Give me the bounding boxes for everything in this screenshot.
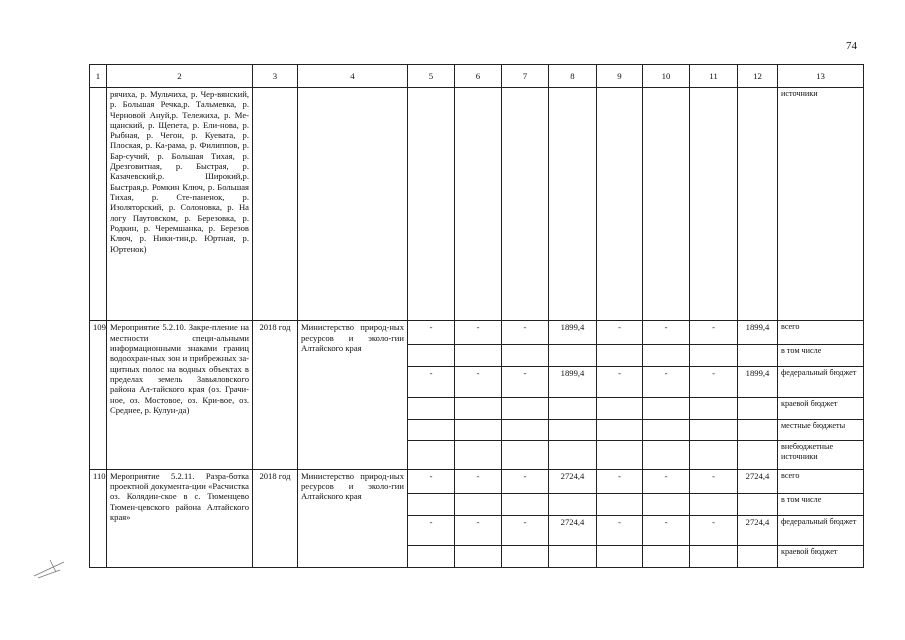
value-cell xyxy=(502,441,549,469)
cell xyxy=(90,87,107,320)
executor-cell: Министерство природ-ных ресурсов и эколо-гии Алтайского края xyxy=(298,321,408,469)
cell xyxy=(690,87,738,320)
header-cell: 1 xyxy=(90,65,107,88)
value-cell xyxy=(643,345,690,367)
value-cell xyxy=(690,345,738,367)
value-cell xyxy=(738,345,778,367)
cell xyxy=(502,87,549,320)
value-cell xyxy=(643,397,690,419)
row-number-cell: 109 xyxy=(90,321,107,469)
value-cell: - xyxy=(455,367,502,398)
value-cell xyxy=(690,397,738,419)
value-cell: - xyxy=(690,515,738,546)
value-cell xyxy=(455,345,502,367)
value-cell xyxy=(455,419,502,441)
value-cell xyxy=(738,419,778,441)
value-cell xyxy=(408,397,455,419)
budget-table xyxy=(89,64,864,568)
value-cell xyxy=(690,419,738,441)
value-cell: 1899,4 xyxy=(549,321,597,345)
value-cell: 2724,4 xyxy=(549,515,597,546)
source-cell: источники xyxy=(778,87,864,320)
funding-source-cell: в том числе xyxy=(778,493,864,515)
value-cell: - xyxy=(690,321,738,345)
funding-source-cell: всего xyxy=(778,469,864,493)
value-cell xyxy=(408,419,455,441)
value-cell xyxy=(597,441,643,469)
value-cell: 2724,4 xyxy=(738,515,778,546)
value-cell: - xyxy=(408,469,455,493)
value-cell xyxy=(455,493,502,515)
value-cell xyxy=(549,441,597,469)
value-cell xyxy=(502,546,549,568)
executor-cell: Министерство природ-ных ресурсов и эколо-гии Алтайского края xyxy=(298,469,408,567)
header-cell: 6 xyxy=(455,65,502,88)
cell xyxy=(549,87,597,320)
value-cell: - xyxy=(502,367,549,398)
value-cell: - xyxy=(408,515,455,546)
header-cell: 12 xyxy=(738,65,778,88)
value-cell xyxy=(549,419,597,441)
handwritten-mark xyxy=(30,552,70,582)
value-cell: - xyxy=(408,367,455,398)
value-cell xyxy=(408,345,455,367)
funding-source-cell: краевой бюджет xyxy=(778,546,864,568)
value-cell xyxy=(690,546,738,568)
header-cell: 8 xyxy=(549,65,597,88)
value-cell xyxy=(643,493,690,515)
activity-name-cell: Мероприятие 5.2.11. Разра-ботка проектной документа-ции «Расчистка оз. Колядин-ское в с. Тюменцево Тюмен-цевского района Алтайского края» xyxy=(107,469,253,567)
year-cell: 2018 год xyxy=(253,469,298,567)
value-cell: - xyxy=(455,321,502,345)
value-cell xyxy=(455,546,502,568)
header-cell: 2 xyxy=(107,65,253,88)
value-cell: - xyxy=(643,367,690,398)
value-cell xyxy=(643,546,690,568)
activity-name-cell: Мероприятие 5.2.10. Закре-пление на местности специ-альными информационными знаками границ водоохран-ных зон и прибрежных за-щитных полос на водных объектах в пределах земель Завьяловского района Ал-тайского края (оз. Грачи-ное, оз. Мостовое, оз. Кри-вое, оз. Среднее, р. Кулун-да) xyxy=(107,321,253,469)
header-cell: 5 xyxy=(408,65,455,88)
value-cell xyxy=(738,441,778,469)
page-number: 74 xyxy=(846,40,857,52)
value-cell xyxy=(690,441,738,469)
value-cell: - xyxy=(690,367,738,398)
cell xyxy=(253,87,298,320)
value-cell: 1899,4 xyxy=(549,367,597,398)
value-cell xyxy=(597,345,643,367)
header-cell: 9 xyxy=(597,65,643,88)
value-cell xyxy=(549,345,597,367)
value-cell: - xyxy=(597,469,643,493)
value-cell: - xyxy=(597,515,643,546)
value-cell: 1899,4 xyxy=(738,321,778,345)
value-cell xyxy=(738,397,778,419)
value-cell: - xyxy=(690,469,738,493)
value-cell xyxy=(502,419,549,441)
value-cell xyxy=(597,493,643,515)
value-cell: 1899,4 xyxy=(738,367,778,398)
funding-source-cell: федеральный бюджет xyxy=(778,515,864,546)
value-cell xyxy=(643,441,690,469)
value-cell xyxy=(455,441,502,469)
value-cell xyxy=(597,419,643,441)
header-cell: 11 xyxy=(690,65,738,88)
value-cell xyxy=(690,493,738,515)
cell xyxy=(298,87,408,320)
table-row xyxy=(90,469,864,493)
value-cell xyxy=(738,493,778,515)
table-row xyxy=(90,321,864,345)
funding-source-cell: краевой бюджет xyxy=(778,397,864,419)
header-cell: 4 xyxy=(298,65,408,88)
value-cell: - xyxy=(643,515,690,546)
value-cell: - xyxy=(455,469,502,493)
header-cell: 7 xyxy=(502,65,549,88)
row-number-cell: 110 xyxy=(90,469,107,567)
value-cell: - xyxy=(597,367,643,398)
value-cell xyxy=(549,546,597,568)
value-cell: 2724,4 xyxy=(738,469,778,493)
funding-source-cell: всего xyxy=(778,321,864,345)
header-cell: 13 xyxy=(778,65,864,88)
funding-source-cell: в том числе xyxy=(778,345,864,367)
value-cell xyxy=(408,441,455,469)
year-cell: 2018 год xyxy=(253,321,298,469)
cell xyxy=(643,87,690,320)
value-cell xyxy=(597,546,643,568)
value-cell: - xyxy=(643,321,690,345)
cell xyxy=(597,87,643,320)
continuation-row xyxy=(90,87,864,320)
value-cell xyxy=(549,397,597,419)
river-list-cell: рячиха, р. Мульчиха, р. Чер-вянский, р. Большая Речка,р. Тальмевка, р. Черновой Ануй,р. Тележиха, р. Ме-щанский, р. Щепета, р. Ели-нова, р. Рыбная, р. Чегон, р. Куевата, р. Плоская, р. Ка-рама, р. Филиппов, р. Бар-сучий, р. Большая Тихая, р. Дрезговитная, р. Быстрая, р. Казачевский,р. Широкий,р. Быстрая,р. Ромкин Ключ, р. Большая Тихая, р. Сте-паненок, р. Изоляторский, р. Солоновка, р. На логу Паутовском, р. Березовка, р. Родкин, р. Черемшанка, р. Березов Ключ, р. Ники-тин,р. Юртная, р. Юртенок) xyxy=(107,87,253,320)
value-cell: - xyxy=(502,469,549,493)
cell xyxy=(408,87,455,320)
funding-source-cell: федеральный бюджет xyxy=(778,367,864,398)
value-cell xyxy=(549,493,597,515)
funding-source-cell: внебюджетные источники xyxy=(778,441,864,469)
funding-source-cell: местные бюджеты xyxy=(778,419,864,441)
value-cell xyxy=(502,345,549,367)
header-cell: 10 xyxy=(643,65,690,88)
value-cell xyxy=(408,546,455,568)
value-cell xyxy=(502,397,549,419)
cell xyxy=(738,87,778,320)
value-cell: - xyxy=(597,321,643,345)
value-cell: - xyxy=(502,321,549,345)
value-cell: - xyxy=(643,469,690,493)
value-cell xyxy=(597,397,643,419)
value-cell xyxy=(502,493,549,515)
value-cell: - xyxy=(408,321,455,345)
value-cell xyxy=(455,397,502,419)
value-cell: - xyxy=(502,515,549,546)
value-cell xyxy=(643,419,690,441)
value-cell xyxy=(408,493,455,515)
header-row xyxy=(90,65,864,88)
header-cell: 3 xyxy=(253,65,298,88)
value-cell: - xyxy=(455,515,502,546)
cell xyxy=(455,87,502,320)
value-cell: 2724,4 xyxy=(549,469,597,493)
value-cell xyxy=(738,546,778,568)
